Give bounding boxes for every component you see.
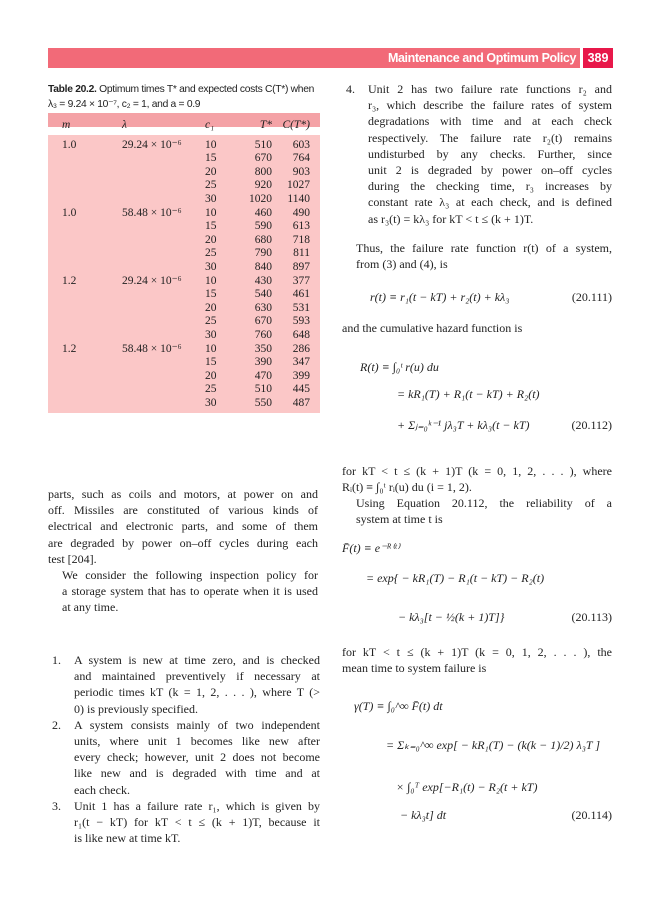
cell-t-star: 800 — [254, 165, 272, 178]
text-line: r₁(t − kT) for kT < t ≤ (k + 1)T, because it — [74, 815, 320, 829]
paragraph-for-kt — [342, 463, 612, 495]
text-line: undisturbed by any checks. Further, since — [368, 146, 612, 161]
cell-c1: 20 — [205, 369, 217, 382]
table-caption — [48, 82, 323, 112]
equation-20-113-line2: = exp{ − kR₁(T) − R₁(t − kT) − R₂(t) — [366, 571, 545, 585]
col-header-lambda: λ — [122, 119, 127, 131]
paragraph-mean-time — [342, 644, 612, 676]
cell-cost: 603 — [292, 138, 310, 151]
text-line: for kT < t ≤ (k + 1)T (k = 0, 1, 2, . . . ), where — [342, 464, 612, 478]
cell-m: 1.0 — [62, 206, 77, 219]
list-item-text — [74, 798, 320, 847]
text-line: unit 2 is degraded by power on–off cycles — [368, 163, 612, 178]
paragraph-using-equation — [342, 495, 612, 527]
list-item-number: 4. — [346, 82, 355, 96]
table-row — [48, 343, 320, 357]
text-line: as r₃(t) = kλ₃ for kT < t ≤ (k + 1)T. — [368, 211, 534, 226]
page-number: 389 — [583, 48, 613, 68]
cell-t-star: 760 — [254, 328, 272, 341]
text-line: test [204]. — [48, 551, 97, 566]
text-line: degradations with time and at each check — [368, 114, 612, 129]
text-line: mean time to system failure is — [342, 661, 487, 676]
text-line: during the checking time, r₃ increases by — [368, 179, 612, 194]
text-line: each check. — [74, 782, 130, 797]
cell-t-star: 1020 — [249, 192, 272, 205]
text-line: is like new at time kT. — [74, 831, 181, 846]
equation-number-20-112: (20.112) — [571, 418, 612, 432]
cell-cost: 613 — [292, 220, 310, 233]
cell-t-star: 510 — [254, 138, 272, 151]
cell-c1: 15 — [205, 288, 217, 301]
cell-t-star: 540 — [254, 288, 272, 301]
text-line: Unit 2 has two failure rate functions r₂ and — [368, 82, 612, 96]
text-line: 0) is previously specified. — [74, 701, 198, 716]
cell-t-star: 670 — [254, 315, 272, 328]
text-line: Using Equation 20.112, the reliability of a — [356, 496, 612, 510]
table-row — [48, 288, 320, 302]
paragraph-parts — [48, 486, 318, 567]
table-header-row — [48, 113, 320, 131]
equation-20-112-line3: + Σⱼ₌₀ᵏ⁻¹ jλ₃T + kλ₃(t − kT) — [397, 418, 530, 432]
equation-20-113-line1: F̄(t) ≡ e⁻ᴿ⁽ᵗ⁾ — [342, 541, 400, 555]
table-row — [48, 356, 320, 370]
cell-cost: 377 — [292, 274, 310, 287]
cell-c1: 25 — [205, 315, 217, 328]
text-line: respectively. The failure rate r₂(t) remains — [368, 130, 612, 145]
text-line: Rᵢ(t) ≡ ∫₀ᵗ rᵢ(u) du (i = 1, 2). — [342, 480, 472, 495]
cell-cost: 347 — [292, 356, 310, 369]
text-line: like new and is degraded with time and at — [74, 766, 320, 781]
table-row — [48, 234, 320, 248]
cell-t-star: 470 — [254, 369, 272, 382]
cell-c1: 10 — [205, 206, 217, 219]
table-row — [48, 152, 320, 166]
cell-t-star: 350 — [254, 342, 272, 355]
text-line: from (3) and (4), is — [356, 257, 448, 272]
cell-m: 1.2 — [62, 342, 77, 355]
text-line: constant rate λ₃ at each check, and is defined — [368, 195, 612, 210]
cell-cost: 531 — [292, 301, 310, 314]
text-line: units, where unit 1 becomes like new after — [74, 734, 320, 748]
results-table — [48, 113, 320, 413]
col-header-m: m — [62, 119, 71, 131]
cell-t-star: 680 — [254, 233, 272, 246]
table-row — [48, 139, 320, 153]
cell-c1: 10 — [205, 138, 217, 151]
cell-c1: 20 — [205, 301, 217, 314]
text-line: A system consists mainly of two independent — [74, 717, 320, 732]
text-line: at any time. — [62, 600, 119, 615]
list-item-text — [74, 717, 320, 798]
cell-c1: 15 — [205, 220, 217, 233]
text-line: off. Missiles are constituted of various kinds of — [48, 503, 318, 518]
cell-c1: 25 — [205, 179, 217, 192]
equation-number-20-111: (20.111) — [571, 290, 612, 304]
text-line: system at time t is — [356, 512, 443, 527]
cell-t-star: 590 — [254, 220, 272, 233]
table-row — [48, 179, 320, 193]
running-title: Maintenance and Optimum Policy — [387, 51, 576, 65]
cell-c1: 15 — [205, 356, 217, 369]
cell-c1: 30 — [205, 328, 217, 341]
cell-t-star: 920 — [254, 179, 272, 192]
list-item-number: 2. — [52, 717, 61, 732]
cell-cost: 487 — [292, 396, 310, 409]
cell-t-star: 790 — [254, 247, 272, 260]
cell-c1: 20 — [205, 165, 217, 178]
cell-c1: 25 — [205, 247, 217, 260]
cell-lambda: 58.48 × 10⁻⁶ — [122, 206, 182, 219]
equation-20-112-line2: = kR₁(T) + R₁(t − kT) + R₂(t) — [397, 387, 540, 401]
cell-lambda: 58.48 × 10⁻⁶ — [122, 342, 182, 355]
equation-20-113-line3: − kλ₃[t − ½(k + 1)T]} — [398, 610, 505, 624]
cell-cost: 1140 — [287, 192, 310, 205]
cell-cost: 399 — [292, 369, 310, 382]
cell-c1: 20 — [205, 233, 217, 246]
cell-t-star: 460 — [254, 206, 272, 219]
cell-c1: 10 — [205, 342, 217, 355]
cell-lambda: 29.24 × 10⁻⁶ — [122, 138, 182, 151]
table-row — [48, 329, 320, 343]
table-row — [48, 275, 320, 289]
list-item-text — [74, 652, 320, 717]
cell-cost: 718 — [292, 233, 310, 246]
text-line: are degraded by power on–off cycles during each — [48, 535, 318, 550]
cell-cost: 648 — [292, 328, 310, 341]
col-header-t-star: T* — [259, 119, 272, 131]
text-line: Thus, the failure rate function r(t) of a system, — [356, 241, 612, 255]
cell-cost: 593 — [292, 315, 310, 328]
table-row — [48, 166, 320, 180]
cell-t-star: 430 — [254, 274, 272, 287]
cell-cost: 811 — [293, 247, 310, 260]
cell-cost: 1027 — [287, 179, 310, 192]
cell-t-star: 390 — [254, 356, 272, 369]
table-row — [48, 302, 320, 316]
table-row — [48, 247, 320, 261]
equation-20-112-line1: R(t) ≡ ∫₀ᵗ r(u) du — [360, 360, 439, 374]
list-item-number: 3. — [52, 798, 61, 813]
equation-number-20-114: (20.114) — [571, 808, 612, 822]
text-line: parts, such as coils and motors, at power on and — [48, 487, 318, 501]
cell-m: 1.0 — [62, 138, 77, 151]
text-line: electrical and electronic parts, and some of them — [48, 519, 318, 534]
cell-c1: 15 — [205, 152, 217, 165]
cell-cost: 286 — [292, 342, 310, 355]
equation-20-114-line3: × ∫₀ᵀ exp[−R₁(t) − R₂(t + kT) — [396, 780, 538, 794]
table-label: Table 20.2. — [48, 84, 97, 95]
text-line: every check; however, unit 2 does not become — [74, 750, 320, 765]
text-line: a storage system that has to operate when it is used — [62, 584, 318, 599]
paragraph-inspection-policy — [48, 567, 318, 616]
cell-t-star: 670 — [254, 152, 272, 165]
cell-cost: 897 — [292, 260, 310, 273]
paragraph-failure-rate — [342, 240, 612, 272]
cell-t-star: 840 — [254, 260, 272, 273]
cell-t-star: 630 — [254, 301, 272, 314]
cell-c1: 10 — [205, 274, 217, 287]
table-row — [48, 207, 320, 221]
cell-t-star: 510 — [254, 383, 272, 396]
table-row — [48, 261, 320, 275]
list-item-number: 1. — [52, 653, 61, 667]
cell-cost: 764 — [292, 152, 310, 165]
cell-cost: 490 — [292, 206, 310, 219]
table-body — [48, 135, 320, 414]
equation-20-114-line4: − kλ₃t] dt — [400, 808, 447, 822]
cell-c1: 30 — [205, 260, 217, 273]
cell-cost: 903 — [292, 165, 310, 178]
text-line: We consider the following inspection policy for — [62, 568, 318, 582]
text-line: periodic times kT (k = 1, 2, . . . ), where T (> — [74, 685, 320, 700]
cell-cost: 445 — [292, 383, 310, 396]
col-header-cost: C(T*) — [282, 119, 310, 131]
cell-c1: 25 — [205, 383, 217, 396]
col-header-c1: c₁ — [205, 119, 215, 131]
cell-cost: 461 — [292, 288, 310, 301]
equation-20-111: r(t) ≡ r₁(t − kT) + r₂(t) + kλ₃ — [370, 290, 510, 304]
text-line: for kT < t ≤ (k + 1)T (k = 0, 1, 2, . . . ), the — [342, 645, 612, 659]
text-line: r₃, which describe the failure rates of system — [368, 98, 612, 113]
table-row — [48, 370, 320, 384]
table-row — [48, 397, 320, 411]
cell-lambda: 29.24 × 10⁻⁶ — [122, 274, 182, 287]
paragraph-cumulative — [342, 320, 612, 336]
table-row — [48, 383, 320, 397]
text-line: and maintained preventively if necessary at — [74, 669, 320, 684]
equation-number-20-113: (20.113) — [571, 610, 612, 624]
table-row — [48, 193, 320, 207]
equation-20-114-line1: γ(T) ≡ ∫₀^∞ F̄(t) dt — [354, 699, 443, 713]
text-line: and the cumulative hazard function is — [342, 321, 523, 335]
text-line: A system is new at time zero, and is checked — [74, 653, 320, 667]
cell-c1: 30 — [205, 192, 217, 205]
table-row — [48, 220, 320, 234]
list-item-text — [368, 81, 612, 227]
text-line: Unit 1 has a failure rate r₁, which is given by — [74, 798, 320, 813]
table-row — [48, 315, 320, 329]
cell-c1: 30 — [205, 396, 217, 409]
equation-20-114-line2: = Σₖ₌₀^∞ exp[ − kR₁(T) − (k(k − 1)/2) λ₃T ] — [386, 738, 601, 752]
cell-m: 1.2 — [62, 274, 77, 287]
table-caption-text: Optimum times T* and expected costs C(T*) when λ₃ = 9.24 × 10⁻⁷, c₂ = 1, and a = 0.9 — [48, 84, 315, 110]
cell-t-star: 550 — [254, 396, 272, 409]
